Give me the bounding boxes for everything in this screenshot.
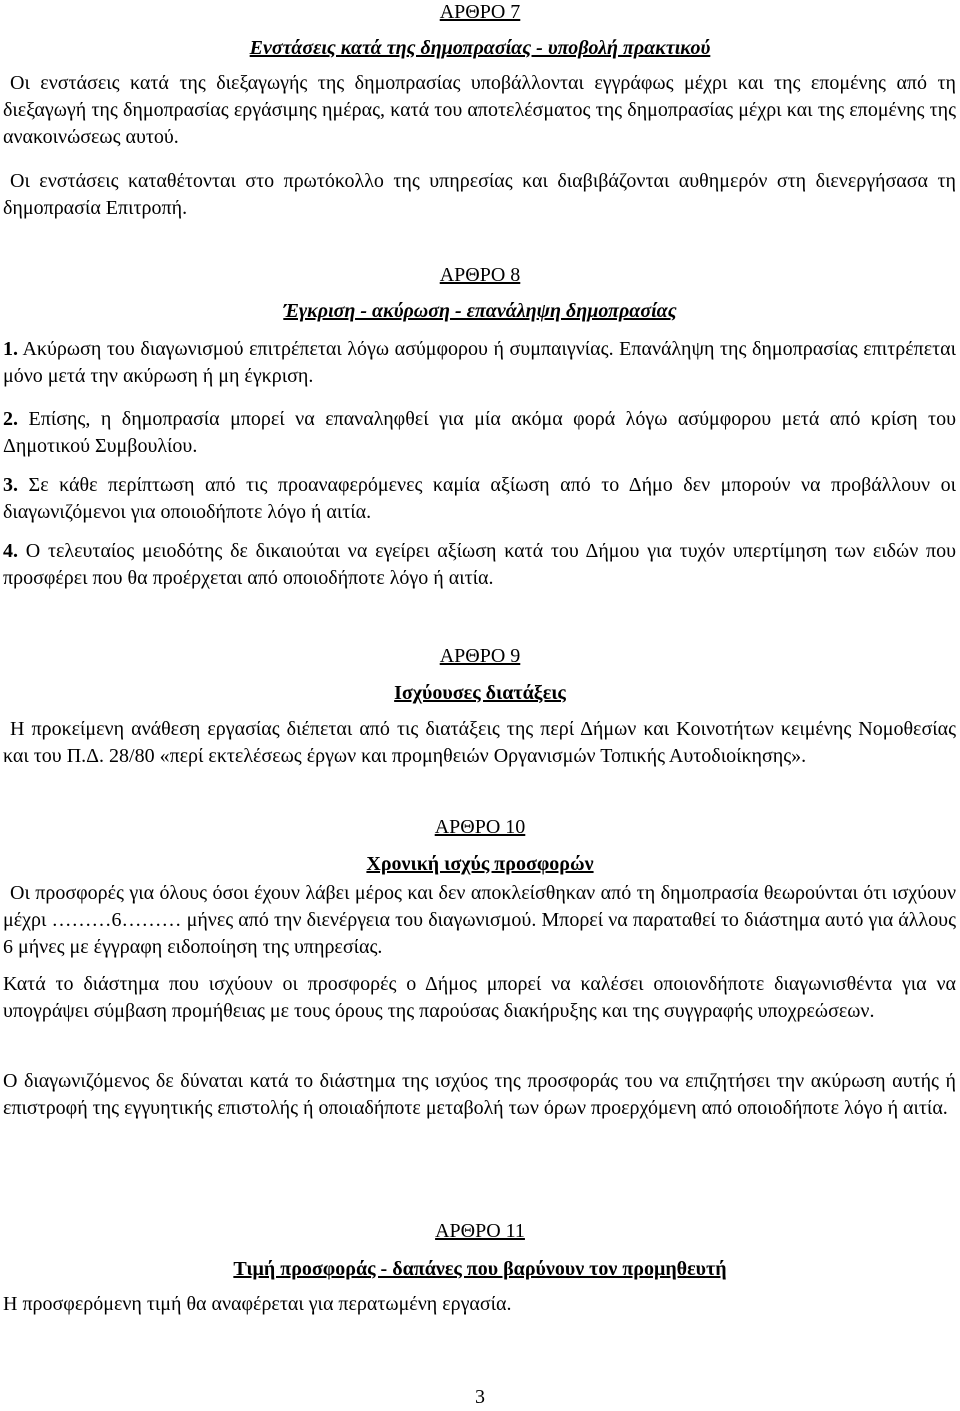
article-11-paragraph-1: Η προσφερόμενη τιμή θα αναφέρεται για περατωμένη εργασία. bbox=[3, 1293, 512, 1315]
item-text: Επίσης, η δημοπρασία μπορεί να επαναληφθεί για μία ακόμα φορά λόγω ασύμφορου μετά από κρίση του Δημοτικού Συμβουλίου. bbox=[3, 408, 956, 457]
item-number: 3. bbox=[3, 474, 18, 496]
article-8-subheading: Έγκριση - ακύρωση - επανάληψη δημοπρασίας bbox=[283, 300, 677, 322]
item-text: Ο τελευταίος μειοδότης δε δικαιούται να εγείρει αξίωση κατά του Δήμου για τυχόν υπερτίμηση των ειδών που προσφέρει που θα προέρχεται από οποιοδήποτε λόγο ή αιτία. bbox=[3, 540, 956, 589]
article-8-item-2 bbox=[3, 406, 956, 460]
item-number: 1. bbox=[3, 338, 18, 360]
article-11-heading: ΑΡΘΡΟ 11 bbox=[435, 1220, 525, 1242]
article-7-subheading: Ενστάσεις κατά της δημοπρασίας - υποβολή πρακτικού bbox=[249, 37, 711, 59]
article-10-heading: ΑΡΘΡΟ 10 bbox=[434, 816, 526, 838]
article-10-paragraph-3: Ο διαγωνιζόμενος δε δύναται κατά το διάστημα της ισχύος της προσφοράς του να επιζητήσει την ακύρωση αυτής ή επιστροφή της εγγυητικής επιστολής ή οποιαδήποτε μεταβολή των όρων προερχόμενη από οποιοδήποτε λόγο ή αιτία. bbox=[3, 1070, 956, 1119]
article-9-subheading: Ισχύουσες διατάξεις bbox=[394, 682, 566, 704]
article-10-subheading: Χρονική ισχύς προσφορών bbox=[366, 853, 594, 875]
article-8-item-4 bbox=[3, 538, 956, 592]
article-10-paragraph-2: Κατά το διάστημα που ισχύουν οι προσφορές ο Δήμος μπορεί να καλέσει οποιονδήποτε διαγωνισθέντα για να υπογράψει σύμβαση προμήθειας με τους όρους της παρούσας διακήρυξης και της συγγραφής υποχρεώσεων. bbox=[3, 973, 956, 1022]
page-number: 3 bbox=[475, 1386, 485, 1408]
article-7-heading: ΑΡΘΡΟ 7 bbox=[439, 1, 521, 23]
article-7-paragraph-2: Οι ενστάσεις καταθέτονται στο πρωτόκολλο της υπηρεσίας και διαβιβάζονται αυθημερόν στη διενεργήσασα τη δημοπρασία Επιτροπή. bbox=[3, 170, 956, 219]
article-7-paragraph-1: Οι ενστάσεις κατά της διεξαγωγής της δημοπρασίας υποβάλλονται εγγράφως μέχρι και της επομένης από τη διεξαγωγή της δημοπρασίας εργάσιμης ημέρας, κατά του αποτελέσματος της δημοπρασίας μέχρι και της επομένης της ανακοινώσεως αυτού. bbox=[3, 72, 956, 148]
article-8-item-3 bbox=[3, 472, 956, 526]
item-number: 2. bbox=[3, 408, 18, 430]
article-8-heading: ΑΡΘΡΟ 8 bbox=[439, 264, 521, 286]
item-text: Σε κάθε περίπτωση από τις προαναφερόμενες καμία αξίωση από το Δήμο δεν μπορούν να προβάλλουν οι διαγωνιζόμενοι για οποιοδήποτε λόγο ή αιτία. bbox=[3, 474, 957, 523]
article-8-item-1 bbox=[3, 336, 956, 390]
article-11-subheading: Τιμή προσφοράς - δαπάνες που βαρύνουν τον προμηθευτή bbox=[233, 1258, 727, 1280]
article-9-paragraph-1: Η προκείμενη ανάθεση εργασίας διέπεται από τις διατάξεις της περί Δήμων και Κοινοτήτων κειμένης Νομοθεσίας και του Π.Δ. 28/80 «περί εκτελέσεως έργων και προμηθειών Οργανισμών Τοπικής Αυτοδιοίκησης». bbox=[3, 718, 956, 767]
item-text: Ακύρωση του διαγωνισμού επιτρέπεται λόγω ασύμφορου ή συμπαιγνίας. Επανάληψη της δημοπρασίας επιτρέπεται μόνο μετά την ακύρωση ή μη έγκριση. bbox=[3, 338, 956, 387]
item-number: 4. bbox=[3, 540, 18, 562]
article-10-paragraph-1: Οι προσφορές για όλους όσοι έχουν λάβει μέρος και δεν αποκλείσθηκαν από τη δημοπρασία θεωρούνται ότι ισχύουν μέχρι ………6……… μήνες από την διενέργεια του διαγωνισμού. Μπορεί να παραταθεί το διάστημα αυτό για άλλους 6 μήνες με έγγραφη ειδοποίηση της υπηρεσίας. bbox=[3, 882, 956, 958]
article-9-heading: ΑΡΘΡΟ 9 bbox=[439, 645, 521, 667]
